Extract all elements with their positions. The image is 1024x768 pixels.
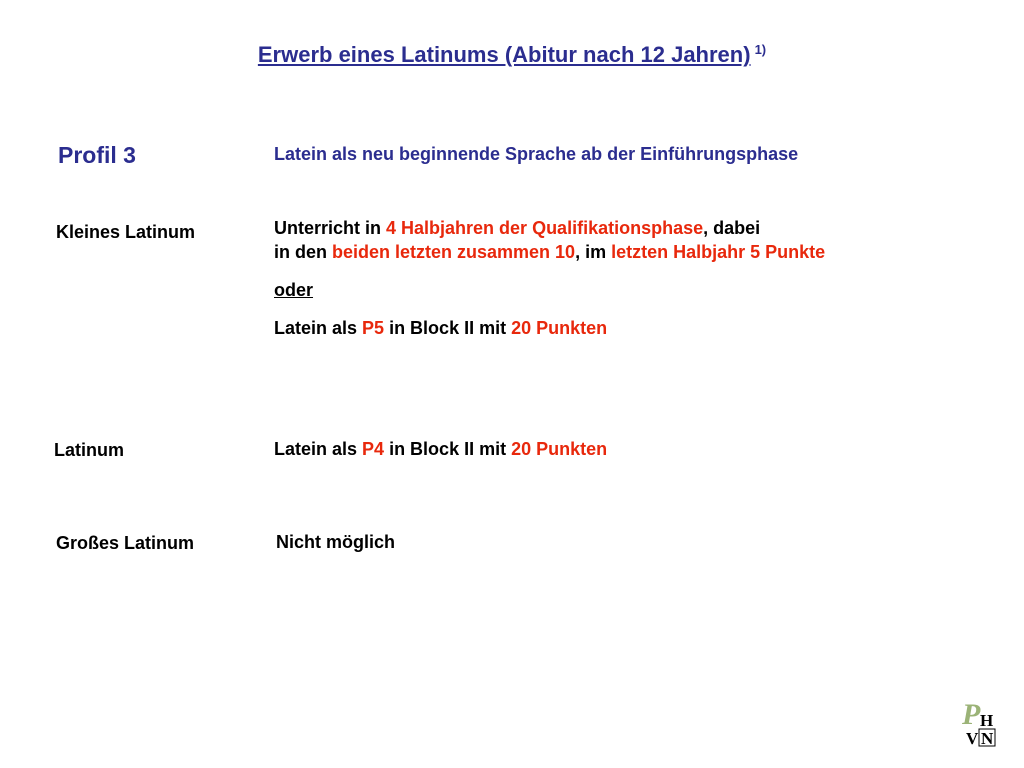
logo-letter-p: P	[962, 700, 981, 731]
profil-label: Profil 3	[58, 142, 136, 168]
latinum-details	[274, 437, 607, 461]
kleines-latinum-details	[274, 216, 825, 340]
highlight-segment: P5	[362, 318, 385, 338]
oder-line	[274, 278, 825, 302]
page-title-text: Erwerb eines Latinums (Abitur nach 12 Jahren)	[257, 42, 751, 67]
oder-text: oder	[274, 280, 314, 300]
logo-letter-n: N	[981, 729, 994, 748]
text-segment: Latein als	[274, 439, 363, 459]
logo-letter-v: V	[966, 729, 979, 748]
text-segment: Latein als	[274, 318, 363, 338]
highlight-segment: P4	[362, 439, 385, 459]
phvn-logo	[960, 700, 1004, 748]
highlight-segment: beiden letzten zusammen 10	[332, 242, 576, 262]
grosses-latinum-text: Nicht möglich	[276, 532, 396, 552]
latinum-label: Latinum	[54, 440, 124, 460]
highlight-segment: 20 Punkten	[511, 318, 608, 338]
logo-letter-h: H	[980, 711, 994, 730]
highlight-segment: 20 Punkten	[511, 439, 608, 459]
text-segment: , dabei	[703, 218, 761, 238]
text-segment: in Block II mit	[384, 439, 512, 459]
kleines-line-3	[274, 316, 825, 340]
kleines-line-2	[274, 240, 825, 264]
highlight-segment: letzten Halbjahr 5 Punkte	[611, 242, 826, 262]
kleines-latinum-label: Kleines Latinum	[56, 222, 196, 242]
profil-description: Latein als neu beginnende Sprache ab der Einführungsphase	[274, 144, 799, 164]
text-segment: Unterricht in	[274, 218, 387, 238]
highlight-segment: 4 Halbjahren der Qualifikationsphase	[386, 218, 704, 238]
page-title	[0, 42, 1024, 68]
title-footnote: 1)	[754, 42, 767, 57]
kleines-line-1	[274, 216, 825, 240]
grosses-latinum-label: Großes Latinum	[56, 533, 195, 553]
text-segment: in den	[274, 242, 332, 262]
text-segment: , im	[575, 242, 612, 262]
text-segment: in Block II mit	[384, 318, 512, 338]
